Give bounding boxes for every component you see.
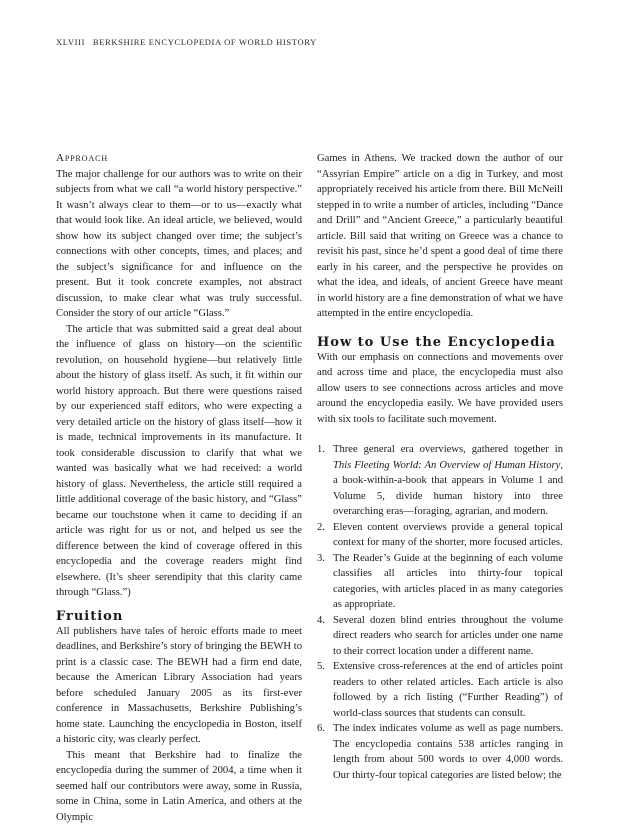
fruition-paragraph-1: All publishers have tales of heroic efforts made to meet deadlines, and Berkshire’s story of bringing the BEWH to print is a classic case. The BEWH had a firm end date, because the American Library Association had years before scheduled January 2005 as its first-ever conference in Massachusetts, Berkshire Publishing’s home state. Launching the encyclopedia in Boston, itself a historic city, was clearly perfect. bbox=[56, 624, 302, 748]
list-item: 1. Three general era overviews, gathered together in This Fleeting World: An Overview of Human History, a book-within-a-book that appears in Volume 1 and Volume 5, divide human history into three overarching eras—foraging, agrarian, and modern. bbox=[317, 442, 563, 520]
fruition-paragraph-continued: Games in Athens. We tracked down the author of our “Assyrian Empire” article on a dig in Turkey, and most appropriately received his article from there. Bill McNeill stepped in to write a number of articles, including “Dance and Drill” and “Ancient Greece,” a particularly beautiful article. Bill said that writing on Greece was a chance to revisit his past, since he’d spent a good deal of time there early in his career, and the perspective he provides on what the idea, and ideals, of ancient Greece have meant in world history are a fine demonstration of what we have attempted in the entire encyclopedia. bbox=[317, 151, 563, 322]
left-column bbox=[56, 151, 302, 825]
fruition-heading: Fruition bbox=[56, 609, 302, 624]
how-to-use-paragraph: With our emphasis on connections and movements over and across time and place, the encyclopedia must also allow users to see connections across articles and move around the encyclopedia easily. We have provided users with six tools to facilitate such movement. bbox=[317, 350, 563, 428]
right-column bbox=[317, 151, 563, 783]
tools-list bbox=[317, 442, 563, 783]
approach-paragraph-1: The major challenge for our authors was to write on their subjects from what we call “a world history perspective.” It wasn’t always clear to them—or to us—exactly what that would look like. An ideal article, we believed, would show how its subject changed over time; the subject’s connections with other concepts, times, and places; and the subject’s significance for and influence on the present. But it took concrete examples, not abstract discussion, to make clear what was truly successful. Consider the story of our article “Glass.” bbox=[56, 167, 302, 322]
list-item: 5. Extensive cross-references at the end of articles point readers to other related articles. Each article is also followed by a rich listing (“Further Reading”) of world-class sources that students can consult. bbox=[317, 659, 563, 721]
list-number: 5. bbox=[317, 659, 325, 675]
list-number: 4. bbox=[317, 613, 325, 629]
list-item: 6. The index indicates volume as well as page numbers. The encyclopedia contains 538 articles ranging in length from about 500 words to over 4,000 words. Our thirty-four topical categories are listed below; the bbox=[317, 721, 563, 783]
fruition-paragraph-2: This meant that Berkshire had to finalize the encyclopedia during the summer of 2004, a time when it seemed half our contributors were away, some in Russia, some in China, some in Latin America, and others at the Olympic bbox=[56, 748, 302, 825]
list-number: 6. bbox=[317, 721, 325, 737]
approach-paragraph-2: The article that was submitted said a great deal about the influence of glass on history—on the scientific revolution, on household hygiene—but relatively little about the history of glass itself. As such, it fit within our world history approach. But there were questions raised by our experienced staff editors, who were expecting a very detailed article on the history of glass itself—how it is made, technical improvements in its manufacture. It took considerable discussion to clarify that what we wanted was basically what we had received: a world history of glass. Nevertheless, the article still required a little additional coverage of the basic history, and “Glass” became our touchstone when it came to deciding if an article was right for us or not, and helped us see the difference between the kind of coverage offered in this encyclopedia and the coverage readers might find elsewhere. (It’s sheer serendipity that this clarity came through “Glass.”) bbox=[56, 322, 302, 601]
running-header bbox=[56, 37, 317, 47]
list-item: 4. Several dozen blind entries throughout the volume direct readers who search for articles under one name to their correct location under a different name. bbox=[317, 613, 563, 660]
list-item: 2. Eleven content overviews provide a general topical context for many of the shorter, more focused articles. bbox=[317, 520, 563, 551]
book-title-italic: This Fleeting World: An Overview of Human History bbox=[333, 460, 560, 471]
book-title: BERKSHIRE ENCYCLOPEDIA OF WORLD HISTORY bbox=[93, 37, 317, 47]
list-number: 3. bbox=[317, 551, 325, 567]
how-to-use-heading: How to Use the Encyclopedia bbox=[317, 335, 563, 350]
approach-heading: Approach bbox=[56, 151, 302, 167]
page-number: XLVIII bbox=[56, 37, 85, 47]
list-number: 1. bbox=[317, 442, 325, 458]
list-item: 3. The Reader’s Guide at the beginning of each volume classifies all articles into thirty-four topical categories, with articles placed in as many categories as appropriate. bbox=[317, 551, 563, 613]
list-number: 2. bbox=[317, 520, 325, 536]
